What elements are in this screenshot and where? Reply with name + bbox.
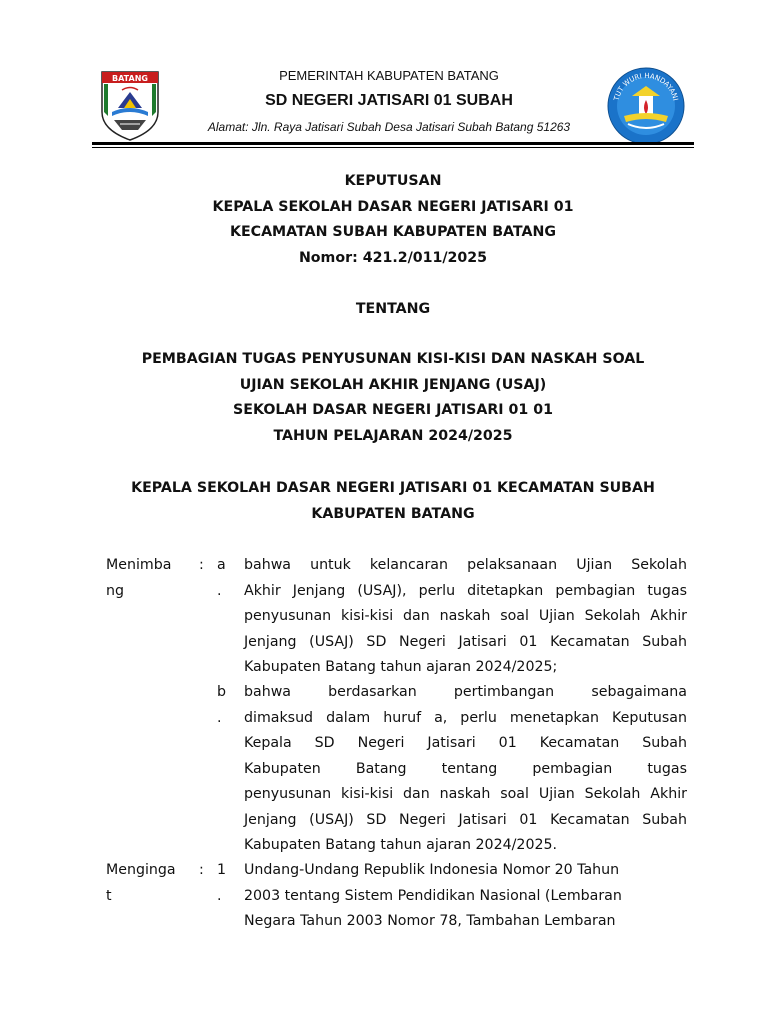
considering-item-b bbox=[244, 680, 687, 859]
marker-letter: a bbox=[217, 557, 226, 573]
letterhead bbox=[92, 64, 696, 150]
label-line: Menimba bbox=[106, 557, 172, 573]
authority-line: KABUPATEN BATANG bbox=[311, 505, 475, 522]
subject-line: SEKOLAH DASAR NEGERI JATISARI 01 01 bbox=[233, 402, 553, 418]
subject-line: TAHUN PELAJARAN 2024/2025 bbox=[273, 427, 513, 444]
decree-issuer-line-2: KECAMATAN SUBAH KABUPATEN BATANG bbox=[229, 224, 556, 240]
about-heading: TENTANG bbox=[355, 301, 431, 317]
marker-letter: b bbox=[217, 684, 227, 700]
text-line: Kabupaten Batang tahun ajaran 2024/2025. bbox=[244, 837, 558, 853]
school-address: Alamat: Jln. Raya Jatisari Subah Desa Jatisari Subah Batang 51263 bbox=[207, 120, 571, 134]
letterhead-rule-thick bbox=[92, 142, 694, 145]
decree-subject-block bbox=[92, 347, 694, 449]
considering-label bbox=[106, 553, 186, 604]
tut-wuri-handayani-logo-icon bbox=[606, 66, 686, 146]
item-marker-b bbox=[217, 680, 231, 731]
text-line: penyusunan kisi-kisi dan naskah soal Ujian Sekolah Akhir bbox=[244, 608, 687, 624]
text-line: Kabupaten Batang tentang pembagian tugas bbox=[244, 760, 687, 777]
considering-item-a bbox=[244, 553, 687, 681]
about-heading-block bbox=[92, 297, 694, 323]
text-line: 2003 tentang Sistem Pendidikan Nasional (Lembaran bbox=[244, 887, 622, 904]
marker-dot: . bbox=[217, 582, 222, 599]
decree-title: KEPUTUSAN bbox=[344, 173, 442, 189]
authority-line: KEPALA SEKOLAH DASAR NEGERI JATISARI 01 KECAMATAN SUBAH bbox=[131, 480, 655, 496]
text-line: penyusunan kisi-kisi dan naskah soal Ujian Sekolah Akhir bbox=[244, 786, 687, 802]
authority-block bbox=[92, 476, 694, 527]
remembering-label bbox=[106, 858, 186, 909]
considering-colon: : bbox=[199, 557, 204, 573]
government-heading: PEMERINTAH KABUPATEN BATANG bbox=[279, 68, 499, 83]
text-line: bahwa berdasarkan pertimbangan sebagaimana bbox=[244, 684, 687, 700]
item-marker-a bbox=[217, 553, 231, 604]
text-line: Jenjang (USAJ) SD Negeri Jatisari 01 Kecamatan Subah bbox=[244, 633, 687, 650]
label-line: t bbox=[106, 887, 112, 904]
school-name: SD NEGERI JATISARI 01 SUBAH bbox=[265, 92, 513, 109]
text-line: Akhir Jenjang (USAJ), perlu ditetapkan pembagian tugas bbox=[244, 582, 687, 599]
decree-title-block bbox=[92, 169, 694, 271]
text-line: bahwa untuk kelancaran pelaksanaan Ujian Sekolah bbox=[244, 557, 687, 573]
marker-dot: . bbox=[217, 709, 222, 726]
marker-number: 1 bbox=[217, 862, 227, 878]
label-line: Menginga bbox=[106, 862, 176, 878]
emblem-label: BATANG bbox=[112, 74, 148, 83]
text-line: Undang-Undang Republik Indonesia Nomor 20 Tahun bbox=[244, 862, 620, 878]
letterhead-rule-thin bbox=[92, 147, 694, 148]
text-line: Negara Tahun 2003 Nomor 78, Tambahan Lembaran bbox=[244, 913, 616, 929]
marker-dot: . bbox=[217, 887, 222, 904]
text-line: Jenjang (USAJ) SD Negeri Jatisari 01 Kecamatan Subah bbox=[244, 811, 687, 828]
decree-issuer-line-1: KEPALA SEKOLAH DASAR NEGERI JATISARI 01 bbox=[212, 198, 574, 215]
remembering-item-1 bbox=[244, 858, 687, 935]
subject-line: PEMBAGIAN TUGAS PENYUSUNAN KISI-KISI DAN NASKAH SOAL bbox=[141, 351, 645, 367]
remembering-colon: : bbox=[199, 862, 204, 878]
logo-motto: TUT WURI HANDAYANI bbox=[612, 71, 680, 102]
decree-number: Nomor: 421.2/011/2025 bbox=[298, 249, 488, 266]
text-line: Kabupaten Batang tahun ajaran 2024/2025; bbox=[244, 659, 558, 675]
item-marker-1 bbox=[217, 858, 231, 909]
label-line: ng bbox=[106, 582, 124, 599]
subject-line: UJIAN SEKOLAH AKHIR JENJANG (USAJ) bbox=[239, 376, 547, 393]
text-line: dimaksud dalam huruf a, perlu menetapkan Keputusan bbox=[244, 709, 687, 726]
text-line: Kepala SD Negeri Jatisari 01 Kecamatan Subah bbox=[244, 735, 687, 751]
